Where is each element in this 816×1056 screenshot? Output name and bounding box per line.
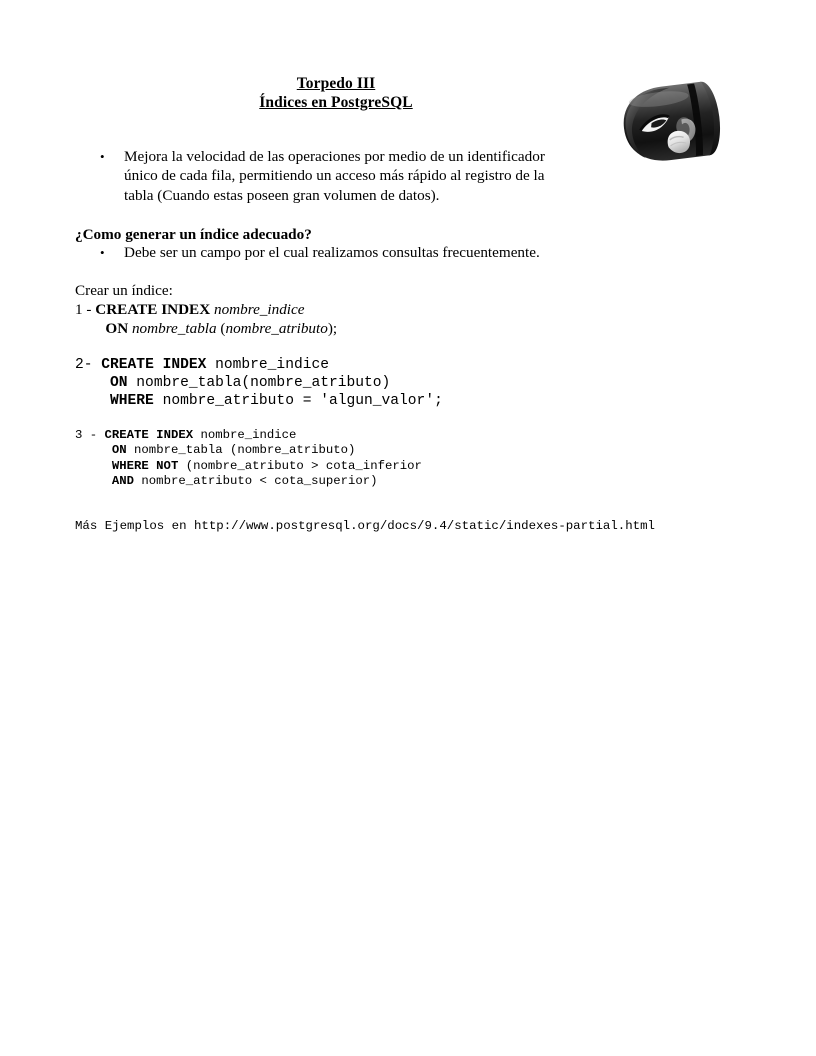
sql-2-line1-rest: nombre_indice xyxy=(206,357,329,373)
list-item xyxy=(100,147,570,205)
intro-bullet-list xyxy=(100,147,570,205)
sql-3-keyword-and: AND xyxy=(111,473,135,488)
sql-2-line2-indent xyxy=(75,375,110,391)
sql-2-keyword-on: ON xyxy=(110,375,128,392)
sql-3-keyword-where-not: WHERE NOT xyxy=(111,458,179,473)
sql-example-1 xyxy=(75,300,337,338)
sql-3-line4-indent xyxy=(75,474,112,488)
sql-2-keyword-create-index: CREATE INDEX xyxy=(101,357,207,373)
list-item-text: Mejora la velocidad de las operaciones por medio de un identificador único de cada fila, permitiendo un acceso más rápido al registro de la tabla (Cuando estas poseen gran volumen de datos). xyxy=(124,148,545,204)
section-heading: ¿Como generar un índice adecuado? xyxy=(75,226,312,243)
sql-1-indent xyxy=(75,320,105,337)
torpedo-icon xyxy=(596,78,726,174)
sql-3-line1-rest: nombre_indice xyxy=(193,428,297,442)
sql-3-keyword-on: ON xyxy=(111,443,127,458)
document-title-block xyxy=(75,74,597,112)
bullet-glyph-icon: • xyxy=(100,245,105,260)
crear-indice-label: Crear un índice: xyxy=(75,282,173,299)
sql-1-table-name: nombre_tabla xyxy=(131,320,217,337)
sql-2-line2-rest: nombre_tabla(nombre_atributo) xyxy=(127,375,391,392)
sql-1-prefix: 1 - xyxy=(75,301,96,318)
sql-example-2 xyxy=(75,356,443,411)
list-item xyxy=(100,243,580,262)
sql-2-line3-rest: nombre_atributo = 'algun_valor'; xyxy=(153,393,443,410)
sql-2-keyword-where: WHERE xyxy=(110,393,154,410)
sql-1-index-name: nombre_indice xyxy=(213,301,305,318)
bullet-glyph-icon: • xyxy=(100,149,105,164)
page-title-line-2: Índices en PostgreSQL xyxy=(259,94,413,111)
sql-2-line3-indent xyxy=(75,393,110,409)
sql-2-prefix: 2- xyxy=(75,357,102,373)
question-bullet-list xyxy=(100,243,580,262)
sql-3-line3-indent xyxy=(75,459,112,473)
sql-1-keyword-create-index: CREATE INDEX xyxy=(95,301,211,318)
sql-3-prefix: 3 - xyxy=(75,428,105,442)
list-item-text: Debe ser un campo por el cual realizamos consultas frecuentemente. xyxy=(124,244,540,261)
sql-1-open-paren: ( xyxy=(216,320,226,337)
sql-1-keyword-on: ON xyxy=(105,320,129,337)
sql-1-attribute-name: nombre_atributo xyxy=(225,320,328,337)
sql-1-close-paren: ); xyxy=(327,320,338,337)
torpedo-image xyxy=(596,78,726,174)
sql-example-3 xyxy=(75,428,422,489)
sql-3-line2-indent xyxy=(75,443,112,457)
sql-3-line4-rest: nombre_atributo < cota_superior) xyxy=(134,473,378,488)
sql-3-line3-rest: (nombre_atributo > cota_inferior xyxy=(178,458,422,473)
page-title-line-1: Torpedo III xyxy=(296,75,376,92)
sql-3-line2-rest: nombre_tabla (nombre_atributo) xyxy=(126,443,356,458)
footer-reference-link[interactable]: Más Ejemplos en http://www.postgresql.org/docs/9.4/static/indexes-partial.html xyxy=(75,519,655,533)
sql-3-keyword-create-index: CREATE INDEX xyxy=(104,428,194,442)
